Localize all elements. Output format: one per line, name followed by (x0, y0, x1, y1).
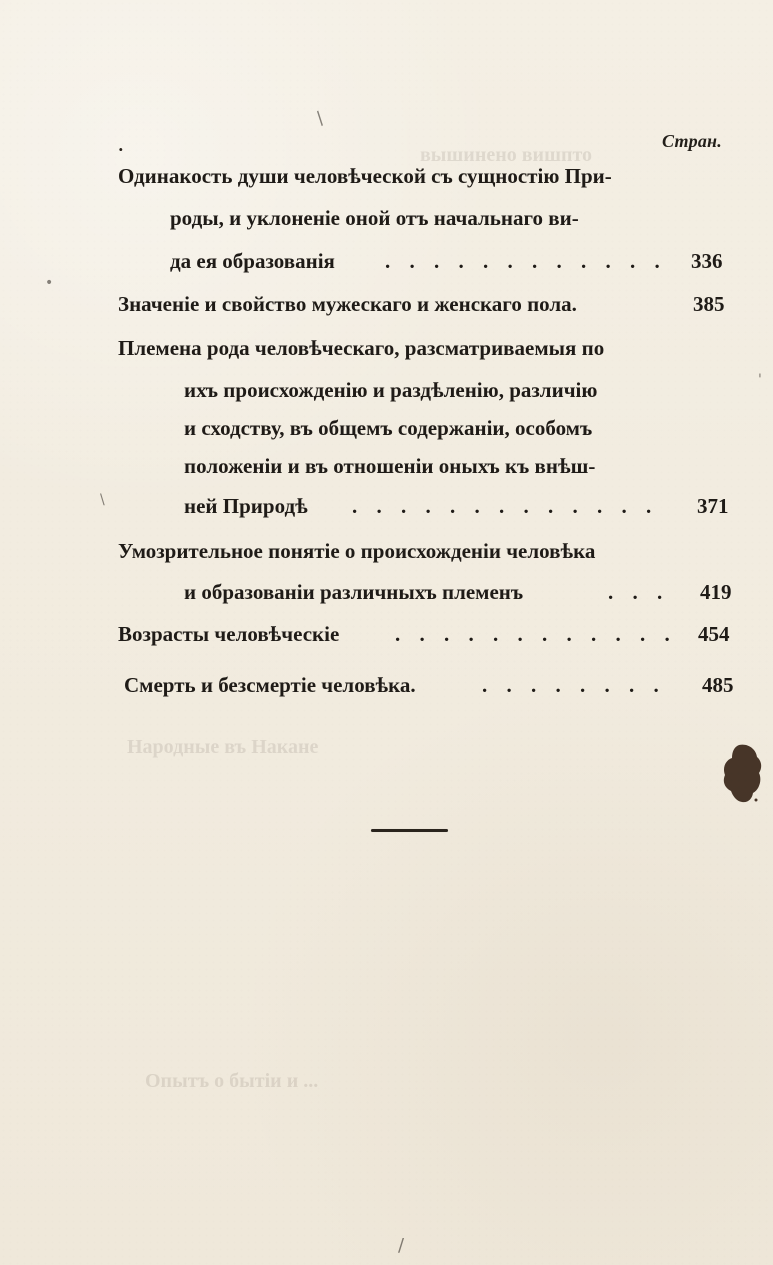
entry-2-text: Значеніе и свойство мужескаго и женскаго пола. (118, 292, 577, 316)
entry-4-line-2 (184, 582, 740, 610)
entry-3-line-5-text: ней Природѣ (184, 494, 308, 518)
bleed-through-lower: Опытъ о бытіи и ... (145, 1070, 319, 1092)
entry-4-page-number: 419 (700, 580, 732, 604)
section-divider (371, 829, 448, 832)
entry-2-page-number: 385 (693, 292, 725, 316)
entry-3-line-5 (184, 496, 739, 524)
entry-5-leader-dots: . . . . . . . . . . . . (395, 622, 677, 646)
entry-3-line-4 (184, 456, 683, 484)
entry-3-leader-dots: . . . . . . . . . . . . . (352, 494, 659, 518)
entry-1-line-3 (170, 251, 737, 279)
entry-2 (118, 294, 736, 322)
entry-3-line-2 (184, 380, 683, 408)
entry-3-line-2-text: ихъ происхожденію и раздѣленію, различію (184, 378, 598, 402)
stray-mark-bottom: / (398, 1235, 405, 1256)
stray-mark-left-2: \ (100, 492, 105, 508)
entry-3-line-1 (118, 338, 678, 366)
entry-3-line-3 (184, 418, 681, 446)
page-column-label: Стран. (662, 131, 722, 151)
entry-1-page-number: 336 (691, 249, 723, 273)
entry-5-text: Возрасты человѣческіе (118, 622, 340, 646)
stray-mark-top: / (311, 108, 329, 129)
entry-3-line-4-text: положеніи и въ отношеніи оныхъ къ внѣш- (184, 454, 596, 478)
stray-mark-left: • (45, 275, 54, 291)
entry-4-line-1 (118, 541, 685, 569)
entry-3-line-3-text: и сходству, въ общемъ содержаніи, особомъ (184, 416, 593, 440)
entry-4-leader-dots: . . . (608, 580, 670, 604)
ink-blot (721, 742, 763, 804)
entry-6-page-number: 485 (702, 673, 734, 697)
entry-6-leader-dots: . . . . . . . . (482, 673, 666, 697)
entry-3-line-1-text: Племена рода человѣческаго, разсматриваемыя по (118, 336, 605, 360)
entry-1-line-2-text: роды, и уклоненіе оной отъ начальнаго ви- (170, 206, 579, 230)
entry-1-line-1 (118, 166, 734, 194)
entry-1-line-3-text: да ея образованія (170, 249, 335, 273)
entry-1-leader-dots: . . . . . . . . . . . . (385, 249, 667, 273)
entry-4-line-1-text: Умозрительное понятіе о происхожденіи человѣка (118, 539, 596, 563)
entry-5-page-number: 454 (698, 622, 730, 646)
bleed-through-top: вышинено вишпто (420, 144, 593, 166)
entry-4-line-2-text: и образованіи различныхъ племенъ (184, 580, 524, 604)
entry-3-page-number: 371 (697, 494, 729, 518)
entry-6-text: Смерть и безсмертіе человѣка. (124, 673, 416, 697)
entry-6 (124, 675, 740, 703)
entry-1-line-1-text: Одинакость души человѣческой съ сущностію При- (118, 164, 612, 188)
stray-mark-right: ' (758, 372, 762, 388)
bleed-through-middle: Народные въ Накане (127, 736, 319, 758)
entry-5 (118, 624, 740, 652)
header-bullet: . (118, 136, 124, 155)
entry-1-line-2 (170, 208, 734, 236)
